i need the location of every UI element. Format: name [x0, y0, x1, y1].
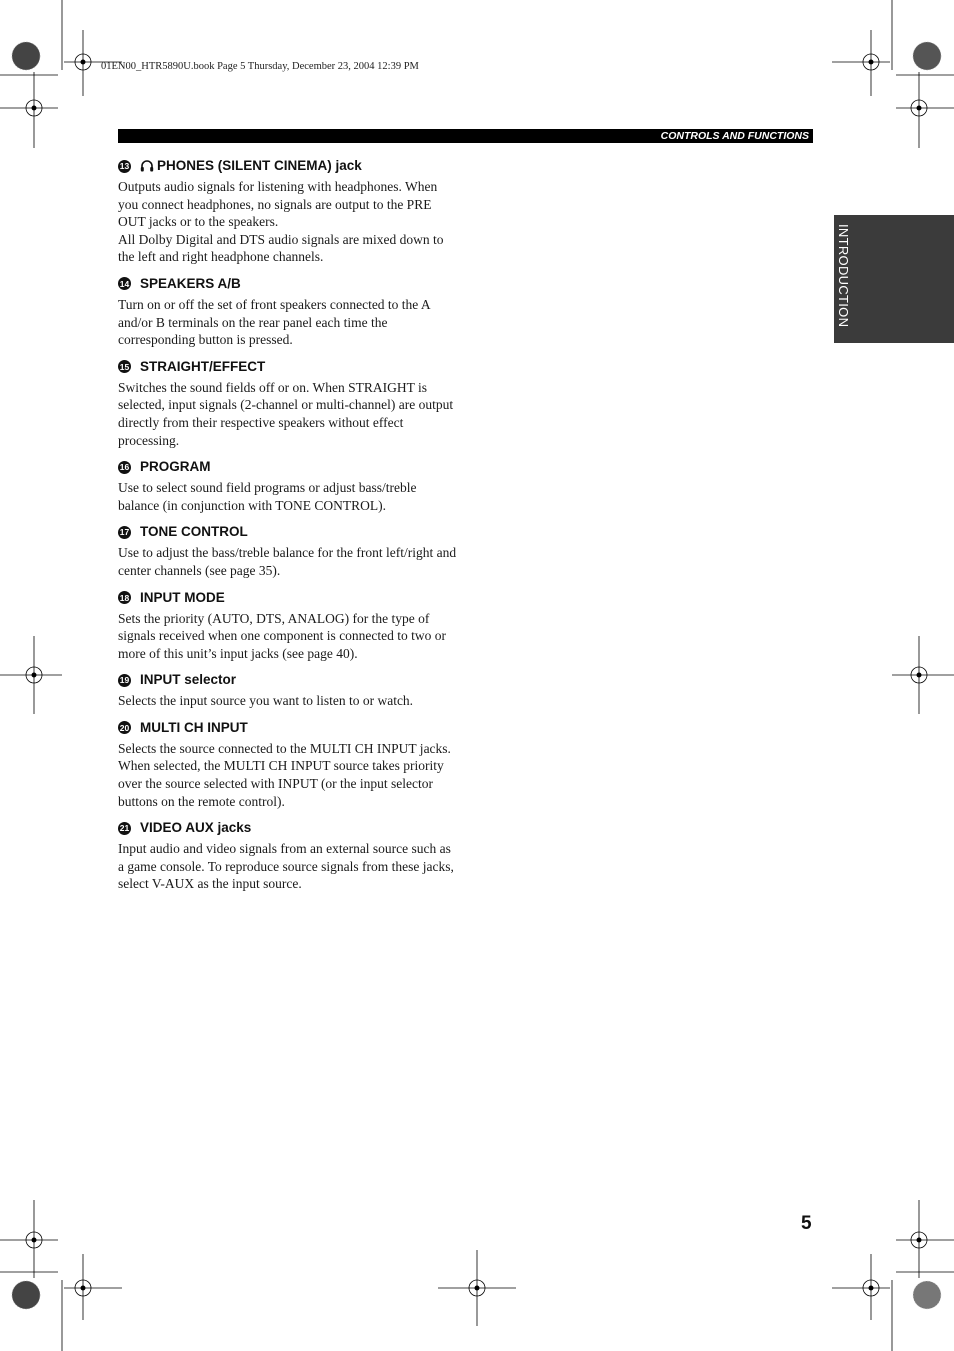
section-heading	[118, 671, 458, 689]
section-16	[118, 458, 458, 514]
item-title: PHONES (SILENT CINEMA) jack	[157, 158, 362, 173]
section-21	[118, 819, 458, 893]
item-title: MULTI CH INPUT	[140, 719, 248, 735]
section-17	[118, 523, 458, 579]
section-20	[118, 719, 458, 810]
item-number: 20	[119, 722, 130, 733]
section-header-title: CONTROLS AND FUNCTIONS	[660, 130, 809, 142]
item-number: 15	[119, 361, 130, 372]
section-heading	[118, 523, 458, 541]
side-tab-label: INTRODUCTION	[836, 224, 851, 328]
item-body: Outputs audio signals for listening with headphones. When you connect headphones, no signals are output to the PRE OUT jacks or to the speakers. All Dolby Digital and DTS audio signals are mixed down to the left and right headphone channels.	[118, 179, 444, 265]
section-heading	[118, 719, 458, 737]
item-body: Sets the priority (AUTO, DTS, ANALOG) for the type of signals received when one component is connected to two or more of this unit’s input jacks (see page 40).	[118, 610, 447, 661]
section-19	[118, 671, 458, 710]
section-heading	[118, 157, 458, 175]
item-body: Selects the source connected to the MULTI CH INPUT jacks. When selected, the MULTI CH INPUT source takes priority over the source selected with INPUT (or the input selector buttons on the remote control).	[118, 740, 451, 809]
item-body: Switches the sound fields off or on. When STRAIGHT is selected, input signals (2-channel or multi-channel) are output directly from their respective speakers without effect processing.	[118, 379, 454, 448]
main-content	[118, 157, 458, 902]
item-number: 19	[119, 675, 130, 686]
item-title: INPUT selector	[140, 672, 237, 688]
item-body: Use to adjust the bass/treble balance for the front left/right and center channels (see page 35).	[118, 545, 457, 578]
item-number: 17	[119, 527, 130, 538]
section-heading	[118, 589, 458, 607]
item-title: STRAIGHT/EFFECT	[140, 358, 266, 374]
section-heading	[118, 275, 458, 293]
item-number: 13	[119, 161, 130, 171]
section-header-bar	[118, 129, 813, 143]
section-heading	[118, 819, 458, 837]
section-13	[118, 157, 458, 266]
page-number: 5	[801, 1213, 812, 1234]
item-title: PROGRAM	[140, 459, 211, 475]
item-title: VIDEO AUX jacks	[140, 820, 252, 836]
item-body: Input audio and video signals from an external source such as a game console. To reproduce source signals from these jacks, select V-AUX as the input source.	[118, 841, 454, 892]
side-tab	[834, 215, 954, 343]
item-number: 18	[119, 592, 130, 603]
item-title: TONE CONTROL	[140, 524, 248, 540]
item-number: 16	[119, 462, 130, 473]
section-heading	[118, 458, 458, 476]
item-number: 21	[119, 823, 130, 834]
section-18	[118, 589, 458, 663]
section-14	[118, 275, 458, 349]
file-header: 01EN00_HTR5890U.book Page 5 Thursday, December 23, 2004 12:39 PM	[101, 61, 419, 72]
item-title: SPEAKERS A/B	[140, 275, 241, 291]
section-heading	[118, 358, 458, 376]
item-body: Selects the input source you want to listen to or watch.	[118, 693, 414, 709]
headphones-icon	[140, 160, 154, 172]
item-title: INPUT MODE	[140, 589, 225, 605]
item-number: 14	[119, 278, 130, 289]
section-15	[118, 358, 458, 449]
item-body: Turn on or off the set of front speakers connected to the A and/or B terminals on the rear panel each time the corresponding button is pressed.	[118, 296, 430, 348]
item-body: Use to select sound field programs or adjust bass/treble balance (in conjunction with TONE CONTROL).	[118, 480, 417, 513]
